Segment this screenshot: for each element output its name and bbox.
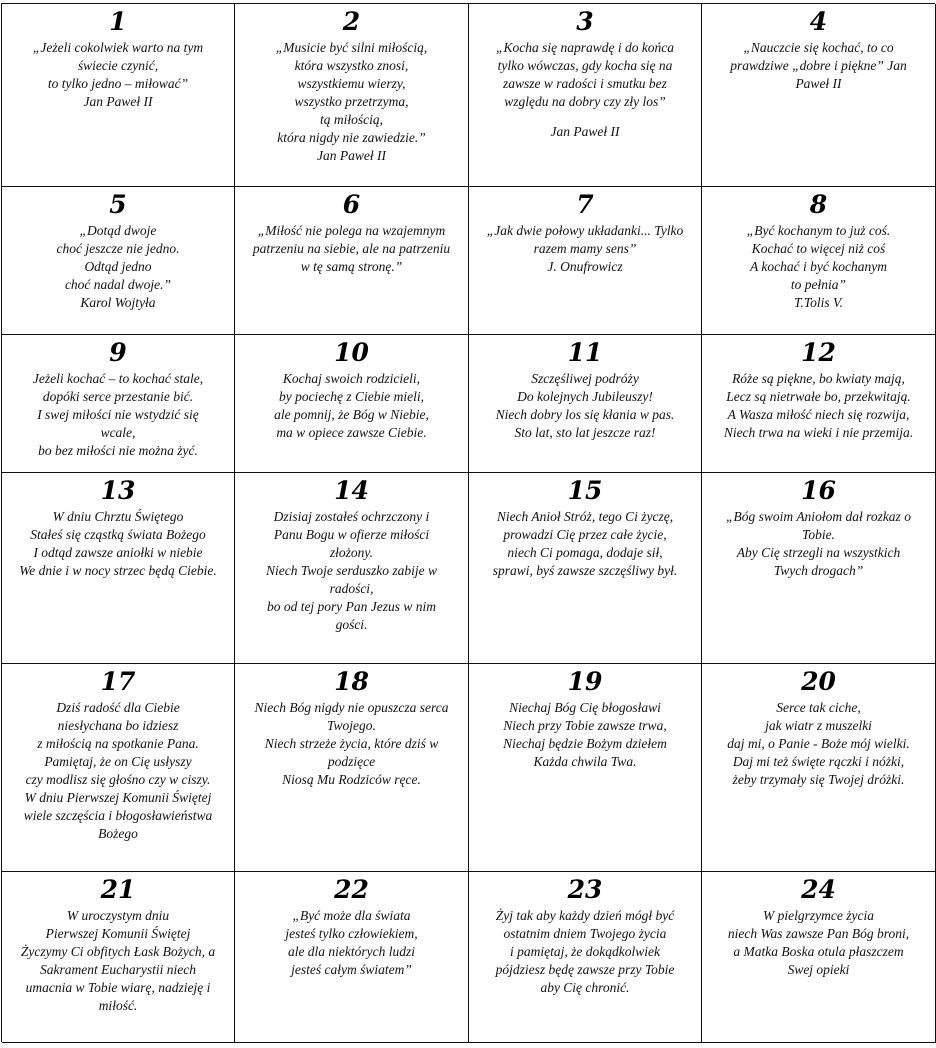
text-line: „Bóg swoim Aniołom dał rozkaz o <box>726 509 911 524</box>
quote-card <box>2 473 235 664</box>
text-line: która wszystko znosi, <box>294 58 409 73</box>
text-line: I odtąd zawsze aniołki w niebie <box>33 545 203 560</box>
quote-card <box>469 335 702 473</box>
text-line: Pamiętaj, że on Cię usłyszy <box>44 754 192 769</box>
card-number: 24 <box>801 875 836 904</box>
quote-card <box>702 872 936 1043</box>
card-number: 13 <box>100 476 136 505</box>
card-text <box>266 508 437 634</box>
text-line: choć jeszcze nie jedno. <box>56 241 180 256</box>
text-line: Karol Wojtyła <box>80 295 156 310</box>
quote-card <box>702 473 936 664</box>
text-line: wszystko przetrzyma, <box>294 94 409 109</box>
text-line: prowadzi Cię przez całe życie, <box>503 527 667 542</box>
text-line: niech Ci pomaga, dodaje sił, <box>507 545 663 560</box>
text-line: Kochać to więcej niż coś <box>751 241 886 256</box>
text-line: razem mamy sens” <box>533 241 637 256</box>
card-number: 23 <box>567 875 603 904</box>
text-line: w tę samą stronę.” <box>300 259 403 274</box>
text-line: tylko wówczas, gdy kocha się na <box>497 58 673 73</box>
text-line: Do kolejnych Jubileuszy! <box>517 389 653 404</box>
quote-card <box>702 4 936 187</box>
text-line: „Kocha się naprawdę i do końca <box>495 40 675 55</box>
text-line: Niechaj będzie Bożym dziełem <box>503 736 667 751</box>
text-line: tą miłością, <box>319 112 383 127</box>
text-line: radości, <box>329 581 374 596</box>
text-line: jesteś tylko człowiekiem, <box>285 926 418 941</box>
text-line: Aby Cię strzegli na wszystkich <box>736 545 901 560</box>
text-line: Panu Bogu w ofierze miłości <box>273 527 430 542</box>
card-text <box>493 508 678 580</box>
quote-card <box>2 664 235 872</box>
card-text <box>24 699 213 843</box>
text-line: Pierwszej Komunii Świętej <box>45 926 191 941</box>
text-line: Niech trwa na wieki i nie przemija. <box>723 425 914 440</box>
quote-card <box>469 872 702 1043</box>
card-text <box>496 370 675 442</box>
text-line: I swej miłości nie wstydzić się <box>37 407 199 422</box>
text-line: niech Was zawsze Pan Bóg broni, <box>727 926 910 941</box>
card-text <box>496 39 674 141</box>
text-line: Róże są piękne, bo kwiaty mają, <box>732 371 905 386</box>
text-line: czy modlisz się głośno czy w ciszy. <box>25 772 211 787</box>
card-text <box>253 222 450 276</box>
text-line: a Matka Boska otula płaszczem <box>733 944 904 959</box>
card-text <box>285 907 417 979</box>
card-number: 6 <box>342 190 361 219</box>
card-text <box>19 508 216 580</box>
card-number: 17 <box>100 667 136 696</box>
text-line: Życzymy Ci obfitych Łask Bożych, a <box>20 944 216 959</box>
text-line: żeby trzymały się Twojej dróżki. <box>732 772 905 787</box>
text-line: A kochać i być kochanym <box>750 259 887 274</box>
text-line: We dnie i w nocy strzec będą Ciebie. <box>19 563 217 578</box>
text-line: Stałeś się cząstką świata Bożego <box>30 527 206 542</box>
text-line: W dniu Pierwszej Komunii Świętej <box>24 790 212 805</box>
text-line: Jan Paweł II <box>550 124 620 139</box>
text-line: T.Tolis V. <box>794 295 843 310</box>
card-number: 9 <box>109 338 127 367</box>
text-line: „Dotąd dwoje <box>79 223 157 238</box>
quote-card <box>2 4 235 187</box>
text-line: Każda chwila Twa. <box>533 754 637 769</box>
quote-card <box>702 335 936 473</box>
text-line: dopóki serce przestanie bić. <box>42 389 194 404</box>
text-line: Niechaj Bóg Cię błogosławi <box>509 700 661 715</box>
text-line: Kochaj swoich rodzicieli, <box>282 371 421 386</box>
card-text <box>747 222 891 312</box>
card-text <box>730 39 907 93</box>
card-text <box>33 39 203 111</box>
text-line: niesłychana bo idziesz <box>57 718 179 733</box>
card-number: 15 <box>567 476 603 505</box>
text-line: gości. <box>335 617 368 632</box>
text-line: „Jak dwie połowy układanki... Tylko <box>486 223 684 238</box>
text-line: to pełnia” <box>790 277 847 292</box>
text-line: zawsze w radości i smutku bez <box>503 76 667 91</box>
card-text <box>728 907 909 979</box>
text-line: sprawi, byś zawsze szczęśliwy był. <box>492 563 678 578</box>
text-line: złożony. <box>329 545 374 560</box>
text-line: miłość. <box>98 998 138 1013</box>
text-line: Swej opieki <box>787 962 850 977</box>
text-line: A Wasza miłość niech się rozwija, <box>727 407 910 422</box>
text-line: Niech Anioł Stróż, tego Ci życzę, <box>496 509 674 524</box>
text-line: aby Cię chronić. <box>540 980 630 995</box>
text-line: względu na dobry czy zły los” <box>504 94 666 109</box>
text-line: umacnia w Tobie wiarę, nadzieję i <box>25 980 211 995</box>
text-line: Sto lat, sto lat jeszcze raz! <box>514 425 656 440</box>
text-line: Daj mi też święte rączki i nóżki, <box>732 754 905 769</box>
quote-card <box>469 664 702 872</box>
text-line: Twych drogach” <box>773 563 864 578</box>
text-line: choć nadal dwoje.” <box>64 277 172 292</box>
text-line: by pociechę z Ciebie mieli, <box>278 389 425 404</box>
card-number: 18 <box>334 667 369 696</box>
card-text <box>254 699 448 789</box>
text-line: „Musicie być silni miłością, <box>275 40 428 55</box>
text-line: Jan Paweł II <box>317 148 386 163</box>
card-text <box>276 39 427 165</box>
text-line: ale dla niektórych ludzi <box>287 944 416 959</box>
quote-card <box>235 4 469 187</box>
quote-card <box>235 664 469 872</box>
quote-card <box>235 187 469 335</box>
text-line: J. Onufrowicz <box>547 259 623 274</box>
text-spacer <box>496 111 674 123</box>
text-line: jesteś całym światem” <box>291 962 412 977</box>
card-text <box>487 222 684 276</box>
text-line: Niech przy Tobie zawsze trwa, <box>503 718 667 733</box>
card-number: 3 <box>576 7 594 36</box>
quote-card-grid <box>1 3 935 1042</box>
text-line: „Nauczcie się kochać, to co <box>743 40 894 55</box>
text-line: ale pomnij, że Bóg w Niebie, <box>274 407 429 422</box>
text-line: Tobie. <box>802 527 835 542</box>
quote-card <box>235 473 469 664</box>
quote-card <box>2 187 235 335</box>
card-text <box>503 699 667 771</box>
text-line: Bożego <box>98 826 138 841</box>
card-number: 1 <box>109 7 127 36</box>
text-line: Szczęśliwej podróży <box>531 371 639 386</box>
text-line: Odtąd jedno <box>84 259 152 274</box>
text-line: Żyj tak aby każdy dzień mógł być <box>495 908 675 923</box>
quote-card <box>702 664 936 872</box>
text-line: „Być może dla świata <box>292 908 411 923</box>
card-number: 20 <box>801 667 836 696</box>
text-line: wiele szczęścia i błogosławieństwa <box>23 808 213 823</box>
text-line: „Jeżeli cokolwiek warto na tym <box>32 40 204 55</box>
text-line: W pielgrzymce życia <box>763 908 874 923</box>
card-number: 12 <box>801 338 836 367</box>
text-line: podzięce <box>327 754 376 769</box>
card-text <box>21 907 215 1015</box>
text-line: Niech strzeże życia, które dziś w <box>264 736 439 751</box>
card-number: 11 <box>567 338 603 367</box>
text-line: z miłością na spotkanie Pana. <box>37 736 199 751</box>
card-number: 21 <box>100 875 136 904</box>
quote-card <box>469 187 702 335</box>
quote-card <box>702 187 936 335</box>
text-line: która nigdy nie zawiedzie.” <box>277 130 426 145</box>
text-line: Serce tak ciche, <box>776 700 861 715</box>
quote-card <box>469 4 702 187</box>
card-number: 22 <box>334 875 369 904</box>
text-line: Dzisiaj zostałeś ochrzczony i <box>273 509 430 524</box>
text-line: „Być kochanym to już coś. <box>746 223 891 238</box>
text-line: daj mi, o Panie - Boże mój wielki. <box>727 736 910 751</box>
text-line: bo od tej pory Pan Jezus w nim <box>266 599 437 614</box>
text-line: Niech dobry los się kłania w pas. <box>495 407 675 422</box>
text-line: Jeżeli kochać – to kochać stale, <box>32 371 204 386</box>
text-line: prawdziwe „dobre i piękne” Jan <box>730 58 907 73</box>
text-line: wszystkiemu wierzy, <box>297 76 406 91</box>
text-line: wcale, <box>100 425 136 440</box>
card-number: 5 <box>109 190 127 219</box>
text-line: ostatnim dniem Twojego życia <box>503 926 667 941</box>
quote-card <box>2 335 235 473</box>
card-text <box>726 508 911 580</box>
text-line: pójdziesz będę zawsze przy Tobie <box>495 962 675 977</box>
card-text <box>727 699 910 789</box>
text-line: Niech Twoje serduszko zabije w <box>266 563 437 578</box>
text-line: W uroczystym dniu <box>66 908 170 923</box>
card-number: 7 <box>576 190 594 219</box>
card-number: 14 <box>334 476 369 505</box>
text-line: i pamiętaj, że dokądkolwiek <box>510 944 660 959</box>
card-number: 4 <box>809 7 828 36</box>
text-line: jak wiatr z muszelki <box>765 718 872 733</box>
text-line: bo bez miłości nie można żyć. <box>38 443 198 458</box>
text-line: to tylko jedno – miłować” <box>47 76 189 91</box>
card-text <box>274 370 429 442</box>
card-number: 2 <box>342 7 361 36</box>
card-text <box>724 370 913 442</box>
card-text <box>496 907 675 997</box>
text-line: Twojego. <box>327 718 376 733</box>
quote-card <box>235 872 469 1043</box>
card-text <box>57 222 180 312</box>
quote-card <box>235 335 469 473</box>
card-number: 8 <box>809 190 828 219</box>
quote-card <box>2 872 235 1043</box>
text-line: Lecz są nietrwałe bo, przekwitają. <box>726 389 911 404</box>
text-line: Paweł II <box>795 76 842 91</box>
card-number: 19 <box>567 667 603 696</box>
card-text <box>33 370 203 460</box>
text-line: Jan Paweł II <box>83 94 153 109</box>
text-line: W dniu Chrztu Świętego <box>52 509 184 524</box>
card-number: 16 <box>801 476 836 505</box>
text-line: ma w opiece zawsze Ciebie. <box>276 425 427 440</box>
card-number: 10 <box>334 338 369 367</box>
text-line: „Miłość nie polega na wzajemnym <box>257 223 446 238</box>
text-line: patrzeniu na siebie, ale na patrzeniu <box>252 241 451 256</box>
text-line: Dziś radość dla Ciebie <box>56 700 180 715</box>
text-line: Niosą Mu Rodziców ręce. <box>282 772 421 787</box>
text-line: Niech Bóg nigdy nie opuszcza serca <box>254 700 449 715</box>
quote-card <box>469 473 702 664</box>
text-line: Sakrament Eucharystii niech <box>40 962 196 977</box>
text-line: świecie czynić, <box>77 58 159 73</box>
